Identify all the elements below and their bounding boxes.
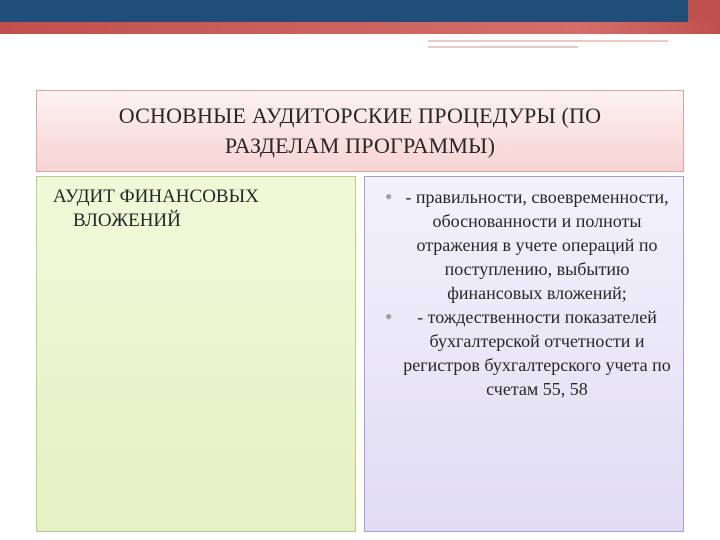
decor-line-top [428, 40, 668, 42]
right-panel [364, 176, 684, 532]
list-item-text: - тождественности показателей бухгалтерской отчетности и регистров бухгалтерского учета по счетам 55, 58 [403, 307, 671, 399]
slide-title-box [36, 90, 684, 172]
slide-title: ОСНОВНЫЕ АУДИТОРСКИЕ ПРОЦЕДУРЫ (ПО РАЗДЕЛАМ ПРОГРАММЫ) [118, 103, 602, 158]
accent-rule [0, 22, 720, 34]
section-heading-line1: АУДИТ ФИНАНСОВЫХ [53, 186, 259, 207]
list-item-text: - правильности, своевременности, обоснованности и полноты отражения в учете операций по поступлению, выбытию финансовых вложений; [405, 187, 669, 303]
left-panel [36, 176, 356, 532]
list-item [383, 305, 673, 401]
bullet-icon: ● [385, 189, 393, 203]
section-heading-line2: ВЛОЖЕНИЙ [73, 210, 181, 231]
header-bar [0, 0, 720, 22]
bullet-icon: ● [385, 309, 393, 323]
section-heading [53, 185, 343, 233]
decor-line-bottom [428, 46, 578, 48]
list-item [383, 185, 673, 305]
procedure-list [383, 185, 673, 401]
